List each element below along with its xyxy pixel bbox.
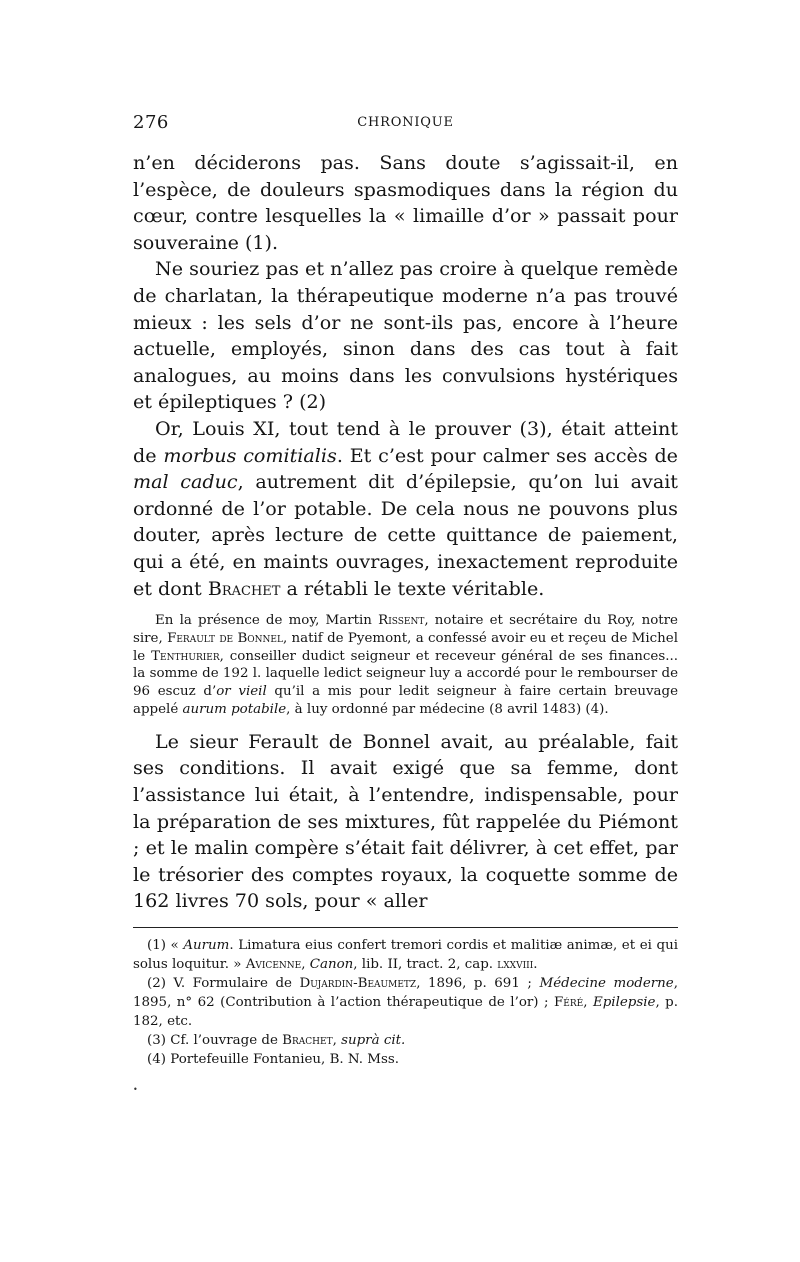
latin-term: morbus comitialis xyxy=(163,443,337,467)
text-run: , xyxy=(301,957,310,973)
paragraph: Ne souriez pas et n’allez pas croire à quelque remède de charlatan, la thérapeutique moderne n’a pas trouvé mieux : les sels d’or ne sont-ils pas, encore à l’heure actuelle, employés, sinon dans des cas tout à fait analogues, au moins dans les convulsions hystériques et épileptiques ? (2) xyxy=(133,257,678,414)
footnote xyxy=(133,936,678,974)
author-name: Brachet xyxy=(207,576,281,600)
author-name: Dujardin-Beaumetz xyxy=(299,976,417,992)
text-run: En la présence de moy, Martin xyxy=(155,613,379,629)
block-quotation xyxy=(133,612,678,719)
paragraph: n’en déciderons pas. Sans doute s’agissait-il, en l’espèce, de douleurs spasmodiques dans la région du cœur, contre lesquelles la « limaille d’or » passait pour souveraine (1). xyxy=(133,151,678,254)
chapter-numeral: lxxviii xyxy=(497,957,534,973)
end-mark: • xyxy=(133,1085,138,1095)
text-run: . xyxy=(533,957,538,973)
page-number: 276 xyxy=(133,112,169,133)
main-text xyxy=(133,150,678,915)
text-run: a rétabli le texte véritable. xyxy=(280,576,545,600)
work-title: Médecine moderne xyxy=(539,976,674,992)
text-run: , à luy ordonné par médecine (8 avril 1483) (4). xyxy=(286,702,609,718)
person-name: Ferault de Bonnel xyxy=(167,630,283,646)
text-run: . Et c’est pour calmer ses accès de xyxy=(336,443,678,467)
person-name: Rissent xyxy=(378,613,425,629)
text-run: , p. 182, etc. xyxy=(133,995,678,1030)
paragraph: Le sieur Ferault de Bonnel avait, au préalable, fait ses conditions. Il avait exigé que sa femme, dont l’assistance lui était, à l’entendre, indispensable, pour la préparation de ses mixtures, fût rappelée du Piémont ; et le malin compère s’était fait délivrer, à cet effet, par le trésorier des comptes royaux, la coquette somme de 162 livres 70 sols, pour « aller xyxy=(133,729,678,913)
paragraph xyxy=(133,416,678,602)
work-title: Canon xyxy=(309,957,354,973)
latin-term: suprà cit. xyxy=(341,1033,406,1049)
text-run: . Limatura eius confert tremori cordis et malitiæ animæ, et ei qui solus loquitur. » xyxy=(133,938,678,973)
text-run: , conseiller dudict seigneur et receveur général de ses finances... la somme de 192 l. laquelle ledict seigneur luy a accordé pour le rembourser de 96 escuz d’ xyxy=(133,648,678,700)
book-page xyxy=(133,112,678,1094)
text-run: , notaire et secrétaire du Roy, notre sire, xyxy=(133,613,678,646)
running-head xyxy=(133,112,678,138)
text-run: , xyxy=(583,995,593,1011)
latin-term: aurum potabile xyxy=(182,702,287,718)
latin-term: Aurum xyxy=(183,938,230,954)
footnote: (4) Portefeuille Fontanieu, B. N. Mss. xyxy=(147,1052,400,1068)
text-run: Or, Louis XI, tout tend à le prouver (3), était atteint de xyxy=(133,416,678,467)
footnote-rule xyxy=(133,927,678,928)
text-run: , autrement dit d’épilepsie, qu’on lui avait ordonné de l’or potable. De cela nous ne pouvons plus douter, après lecture de cette quittance de paiement, qui a été, en maints ouvrages, inexactement reproduite et dont xyxy=(133,470,678,600)
work-title: Epilepsie xyxy=(592,995,656,1011)
footnote xyxy=(133,974,678,1031)
text-run: , 1896, p. 691 ; xyxy=(416,976,540,992)
text-run: , natif de Pyemont, a confessé avoir eu et reçeu de Michel le xyxy=(133,630,679,664)
text-run: (1) « xyxy=(147,938,184,954)
footnotes xyxy=(133,936,678,1069)
text-run: (2) V. Formulaire de xyxy=(147,976,300,992)
italic-term: mal caduc xyxy=(133,470,238,494)
person-name: Tenthurier xyxy=(151,648,220,664)
author-name: Brachet xyxy=(282,1033,333,1049)
text-run: qu’il a mis pour ledit seigneur à faire certain breuvage appelé xyxy=(133,684,678,718)
footnote xyxy=(133,1031,678,1050)
author-name: Féré xyxy=(553,995,584,1011)
running-title: CHRONIQUE xyxy=(357,115,454,130)
text-run: (3) Cf. l’ouvrage de xyxy=(147,1033,283,1049)
text-run: , lib. II, tract. 2, cap. xyxy=(353,957,498,973)
text-run: , xyxy=(332,1033,342,1049)
author-name: Avicenne xyxy=(245,957,302,973)
text-run: , 1895, n° 62 (Contribution à l’action thérapeutique de l’or) ; xyxy=(133,976,678,1011)
italic-term: or vieil xyxy=(216,684,267,700)
